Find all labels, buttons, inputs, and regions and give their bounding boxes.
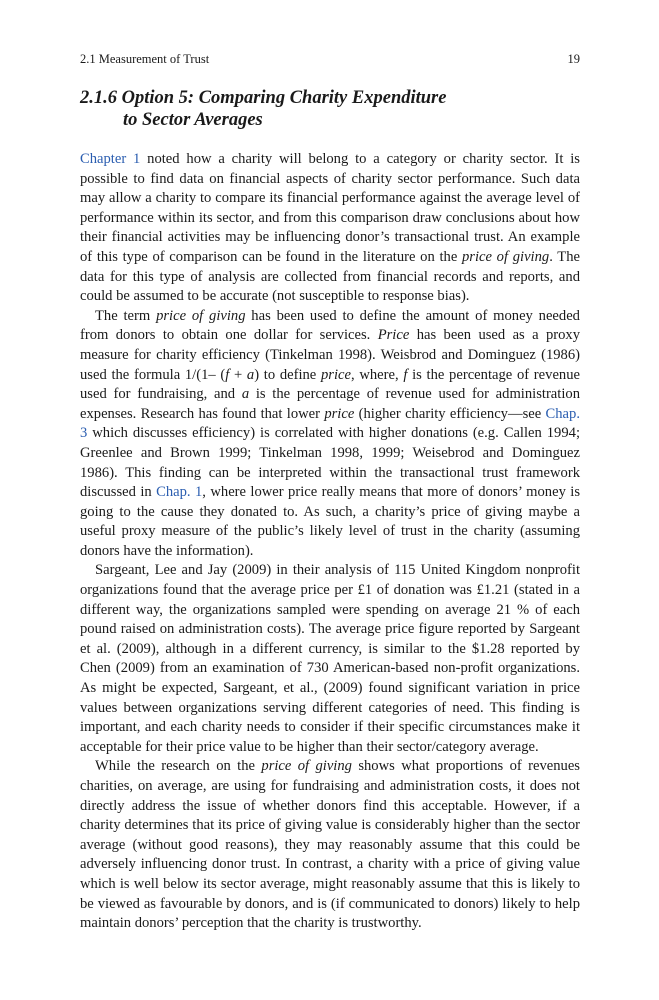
italic-term: Price bbox=[377, 327, 410, 344]
paragraph-text: is the percentage of revenue used for administration expenses. Research has found that lower bbox=[80, 386, 580, 422]
section-title-part1: Option 5: Comparing Charity Expenditure bbox=[121, 88, 447, 108]
section-heading bbox=[80, 87, 580, 131]
paragraph-text: noted how a charity will belong to a category or charity sector. It is possible to find data on financial aspects of charity sector performance. Such data may allow a charity to compare its financial performance against the average level of performance within its sector, and from this comparison draw conclusions about how their financial activities may be influencing donor’s transactional trust. An example of this type of comparison can be found in the literature on the bbox=[80, 151, 580, 265]
paragraph-4 bbox=[80, 757, 580, 933]
chapter-1-link[interactable]: Chapter 1 bbox=[80, 151, 141, 167]
paragraph-text: (higher charity efficiency—see bbox=[354, 405, 546, 422]
paragraph-2 bbox=[80, 307, 580, 562]
paragraph-text: has been used to define the amount of money needed from donors to obtain one dollar for services. bbox=[80, 307, 580, 344]
body-text bbox=[80, 150, 580, 934]
italic-variable: a bbox=[241, 386, 250, 403]
italic-term: price of giving bbox=[462, 248, 550, 265]
chapter-3-link[interactable]: Chap. 3 bbox=[80, 405, 580, 442]
italic-variable: f bbox=[225, 366, 230, 383]
paragraph-1 bbox=[80, 150, 580, 307]
paragraph-text: has been used as a proxy measure for charity efficiency (Tinkelman 1998). Weisbrod and Dominguez (1986) used the formula 1/(1– ( bbox=[80, 327, 580, 383]
running-head-section: 2.1 Measurement of Trust bbox=[80, 52, 210, 66]
paragraph-text: . The data for this type of analysis are collected from financial records and reports, and could be assumed to be accurate (not susceptible to response bias). bbox=[80, 248, 580, 305]
section-heading-line1 bbox=[80, 87, 580, 109]
italic-term: price of giving bbox=[261, 758, 352, 775]
italic-term: price of giving bbox=[156, 307, 246, 324]
italic-variable: f bbox=[403, 366, 408, 383]
paragraph-text: , where, bbox=[351, 366, 404, 383]
paragraph-text: While the research on the bbox=[95, 758, 262, 775]
paragraph-3 bbox=[80, 561, 580, 757]
paragraph-text: ) to define bbox=[254, 366, 321, 383]
paragraph-text: Sargeant, Lee and Jay (2009) in their analysis of 115 United Kingdom nonprofit organizations found that the average price per £1 of donation was £1.21 (stated in a different way, the organizations sampled were spending on average 21 % of each pound raised on administration costs). The average price figure reported by Sargeant et al. (2009), although in a different currency, is similar to the $1.28 reported by Chen (2009) from an examination of 730 American-based non-profit organizations. As might be expected, Sargeant, et al., (2009) found significant variation in price values between organizations serving different categories of need. This finding is important, and each charity needs to consider if their specific circumstances make it acceptable for their price value to be higher than their sector/category average. bbox=[80, 562, 580, 755]
chapter-1-link-2[interactable]: Chap. 1 bbox=[156, 484, 203, 501]
paragraph-text: The term bbox=[95, 307, 157, 324]
paragraph-text: + bbox=[229, 366, 247, 383]
page-number: 19 bbox=[567, 52, 580, 66]
italic-variable: a bbox=[246, 366, 255, 383]
section-title-part2: to Sector Averages bbox=[123, 110, 263, 130]
paragraph-text: , where lower price really means that more of donors’ money is going to the cause they donated to. As such, a charity’s price of giving maybe a useful proxy measure of the public’s likely level of trust in the charity (assuming donors have the information). bbox=[80, 484, 581, 559]
italic-term: price bbox=[324, 405, 355, 422]
paragraph-text: which discusses efficiency) is correlated with higher donations (e.g. Callen 1994; Greenlee and Brown 1999; Tinkelman 1998, 1999; Weisebrod and Dominguez 1986). This finding can be interpreted within the transactional trust framework discussed in bbox=[80, 425, 580, 501]
paragraph-text: shows what proportions of revenues charities, on average, are using for fundraising and administration costs, it does not directly address the issue of whether donors find this acceptable. However, if a charity determines that its price of giving value is considerably higher than the sector average (without good reasons), they may reasonably assume that this could be adversely influencing donor trust. In contrast, a charity with a price of giving value which is well below its sector average, might reasonably assume that this is likely to be viewed as favourable by donors, and is (if communicated to donors) likely to help maintain donors’ perception that the charity is trustworthy. bbox=[80, 758, 580, 932]
section-number: 2.1.6 bbox=[80, 88, 117, 108]
paragraph-text: is the percentage of revenue used for fundraising, and bbox=[80, 366, 580, 403]
italic-term: price bbox=[321, 366, 351, 383]
